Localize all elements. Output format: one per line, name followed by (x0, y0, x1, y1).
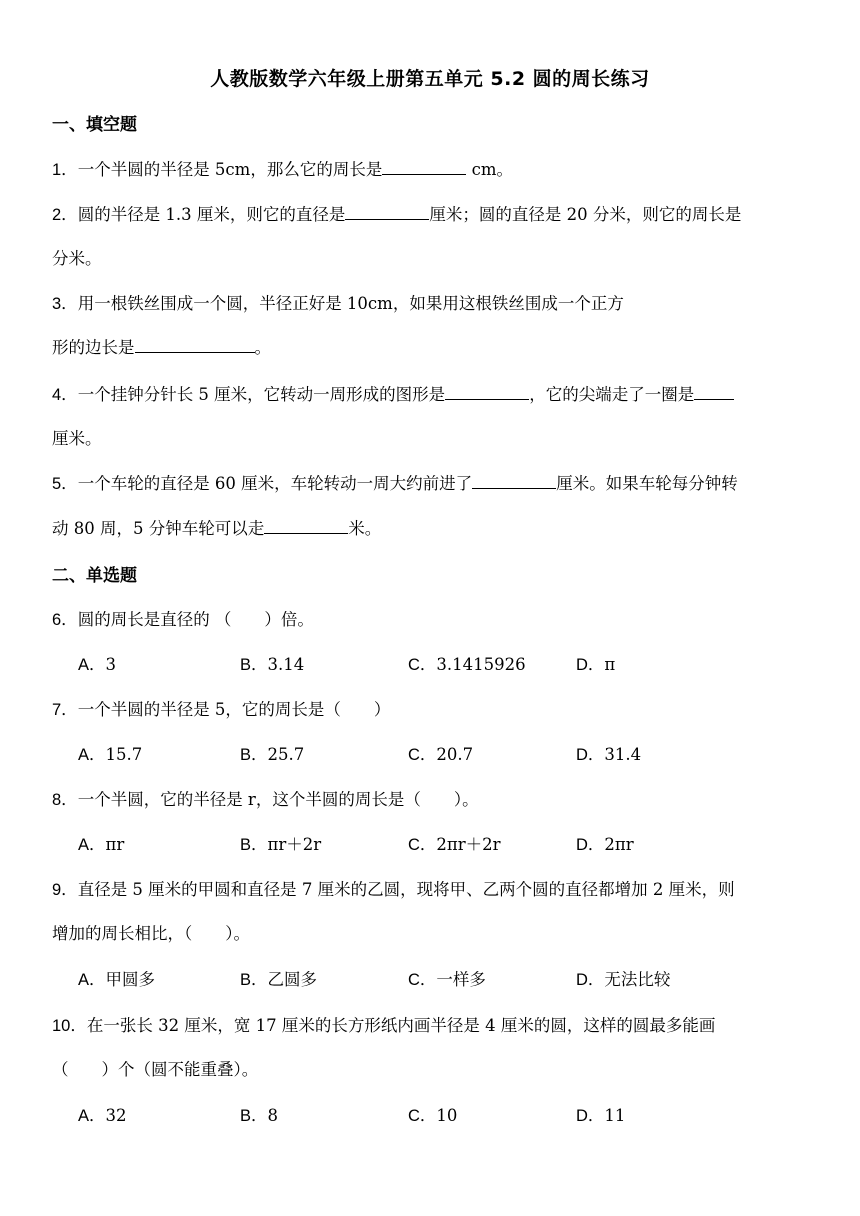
question-number: 7． (52, 701, 78, 719)
option-c[interactable]: C．3.1415926 (408, 655, 526, 674)
option-b[interactable]: B．乙圆多 (240, 970, 318, 989)
question-text: 一个车轮的直径是 60 厘米，车轮转动一周大约前进了 (77, 474, 473, 493)
option-c[interactable]: C．2πr＋2r (408, 835, 501, 854)
option-b[interactable]: B．8 (240, 1106, 279, 1125)
question-text: 米。 (348, 519, 382, 538)
question-text: 直径是 5 厘米的甲圆和直径是 7 厘米的乙圆，现将甲、乙两个圆的直径都增加 2 厘米，则 (77, 880, 735, 899)
option-b[interactable]: B．25.7 (240, 745, 305, 764)
question-text: 增加的周长相比，（ ）。 (52, 924, 250, 943)
question-text: ，它的尖端走了一圈是 (529, 385, 695, 404)
page-title: 人教版数学六年级上册第五单元 5.2 圆的周长练习 (210, 68, 650, 90)
question-9-continued (52, 920, 812, 944)
question-number: 3． (52, 295, 78, 313)
option-b[interactable]: B．πr＋2r (240, 835, 322, 854)
option-b[interactable]: B．3.14 (240, 655, 305, 674)
answer-blank[interactable] (135, 336, 255, 353)
option-d[interactable]: D．11 (576, 1106, 626, 1125)
option-c[interactable]: C．20.7 (408, 745, 474, 764)
answer-blank[interactable] (472, 472, 556, 489)
question-number: 6． (52, 611, 78, 629)
option-a[interactable]: A．3 (78, 655, 117, 674)
question-text: 分米。 (52, 249, 102, 268)
question-text: 圆的周长是直径的 （ ）倍。 (77, 610, 314, 629)
question-number: 10． (52, 1017, 87, 1035)
option-c[interactable]: C．一样多 (408, 970, 486, 989)
option-d[interactable]: D．π (576, 655, 616, 674)
question-2-continued (52, 245, 812, 269)
question-text: 用一根铁丝围成一个圆，半径正好是 10cm，如果用这根铁丝围成一个正方 (77, 294, 624, 313)
question-text: 一个半圆的半径是 5，它的周长是（ ） (77, 700, 391, 719)
question-number: 2． (52, 206, 78, 224)
section-heading-fill: 一、填空题 (52, 115, 137, 135)
option-a[interactable]: A．32 (78, 1106, 127, 1125)
question-text: （ ）个（圆不能重叠）。 (52, 1060, 259, 1079)
answer-blank[interactable] (382, 158, 466, 175)
question-text: 。 (254, 338, 271, 357)
answer-blank[interactable] (345, 203, 429, 220)
question-text: 形的边长是 (52, 338, 135, 357)
question-text: cm。 (466, 160, 513, 179)
question-1 (52, 156, 812, 180)
question-number: 9． (52, 881, 78, 899)
question-text: 一个半圆，它的半径是 r，这个半圆的周长是（ ）。 (77, 790, 479, 809)
question-text: 一个挂钟分针长 5 厘米，它转动一周形成的图形是 (77, 385, 446, 404)
question-number: 5． (52, 475, 78, 493)
question-text: 一个半圆的半径是 5cm，那么它的周长是 (77, 160, 383, 179)
question-text: 圆的半径是 1.3 厘米，则它的直径是 (77, 205, 346, 224)
option-c[interactable]: C．10 (408, 1106, 458, 1125)
section-heading-choice: 二、单选题 (52, 566, 137, 586)
option-d[interactable]: D．31.4 (576, 745, 642, 764)
option-a[interactable]: A．πr (78, 835, 125, 854)
question-number: 1． (52, 161, 78, 179)
answer-blank[interactable] (694, 383, 734, 400)
question-8 (52, 786, 812, 810)
question-number: 8． (52, 791, 78, 809)
question-text: 动 80 周，5 分钟车轮可以走 (52, 519, 265, 538)
question-5 (52, 470, 812, 494)
question-text: 厘米。 (52, 429, 102, 448)
question-9 (52, 876, 812, 900)
question-10 (52, 1012, 812, 1036)
question-10-continued (52, 1056, 812, 1080)
question-number: 4． (52, 386, 78, 404)
question-2 (52, 201, 812, 225)
question-text: 厘米；圆的直径是 20 分米，则它的周长是 (429, 205, 742, 224)
option-d[interactable]: D．2πr (576, 835, 634, 854)
answer-blank[interactable] (264, 517, 348, 534)
question-6 (52, 606, 812, 630)
question-4 (52, 381, 812, 405)
question-7 (52, 696, 812, 720)
option-d[interactable]: D．无法比较 (576, 970, 671, 989)
question-3-continued (52, 334, 812, 358)
question-text: 在一张长 32 厘米，宽 17 厘米的长方形纸内画半径是 4 厘米的圆，这样的圆最多能画 (86, 1016, 716, 1035)
answer-blank[interactable] (445, 383, 529, 400)
question-5-continued (52, 515, 812, 539)
question-3 (52, 290, 812, 314)
question-4-continued (52, 425, 812, 449)
question-text: 厘米。如果车轮每分钟转 (556, 474, 738, 493)
option-a[interactable]: A．15.7 (78, 745, 143, 764)
option-a[interactable]: A．甲圆多 (78, 970, 156, 989)
